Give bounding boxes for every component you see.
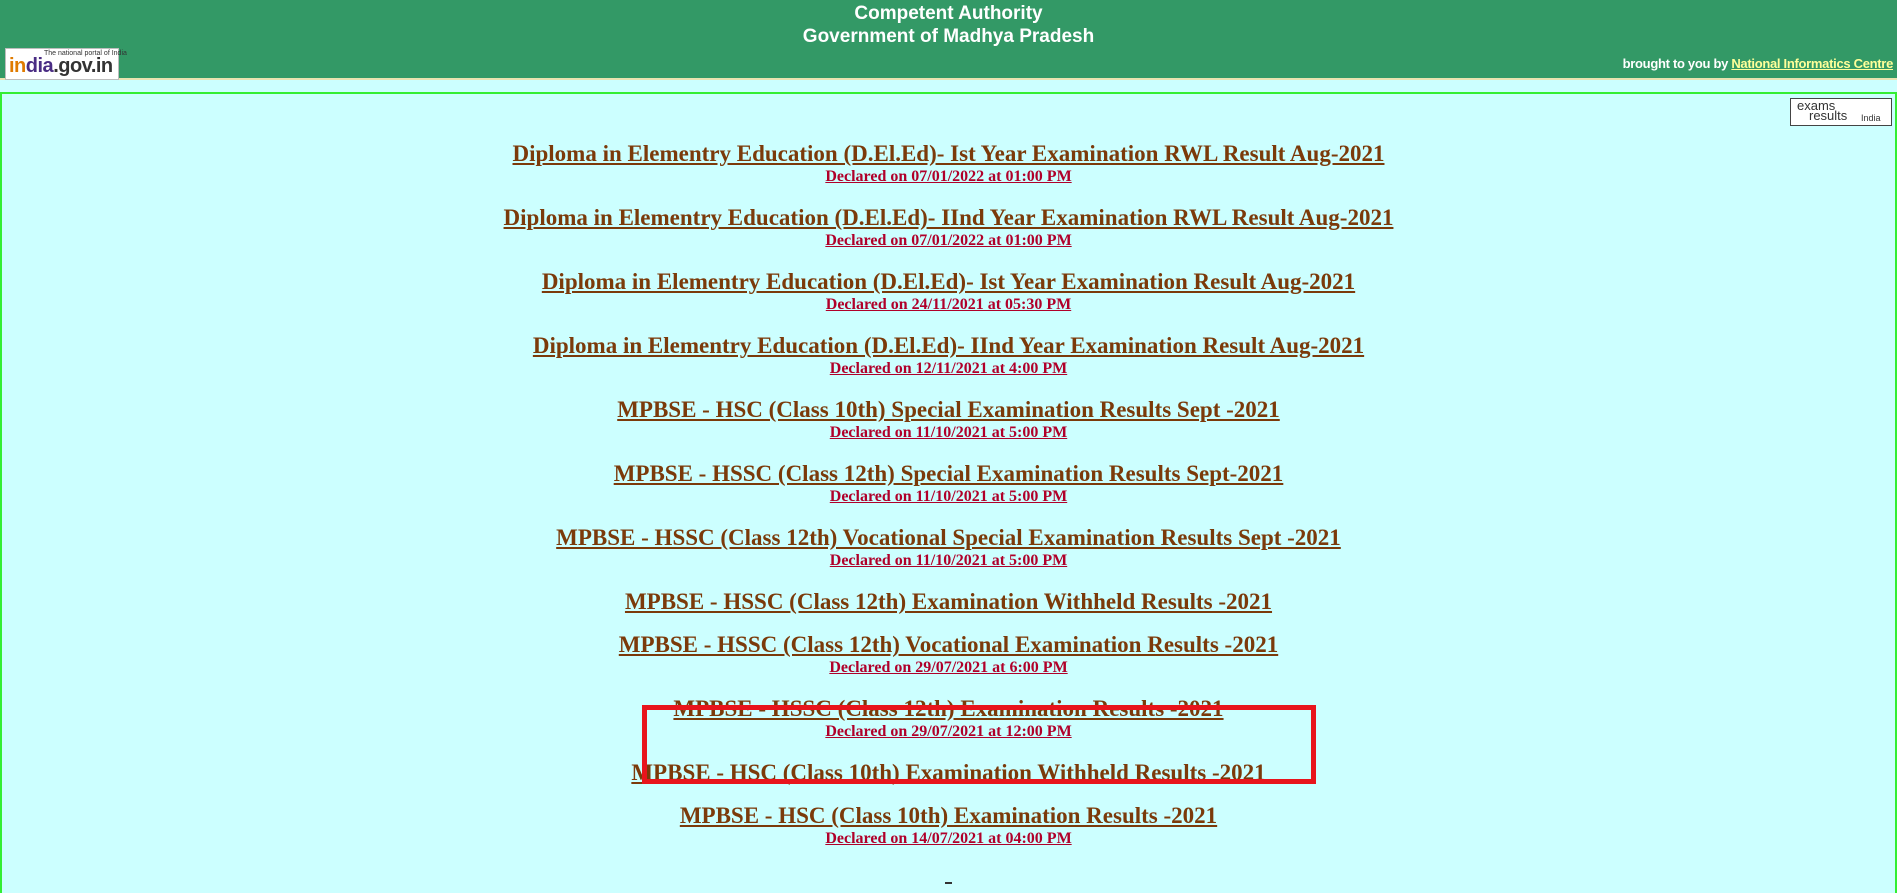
result-item (0, 205, 1897, 251)
result-link[interactable]: MPBSE - HSC (Class 10th) Examination Results -2021 (679, 803, 1218, 828)
badge-line2: results (1809, 108, 1848, 123)
page-header (0, 0, 1897, 80)
result-link[interactable]: MPBSE - HSSC (Class 12th) Special Examination Results Sept-2021 (613, 461, 1284, 486)
nic-link[interactable]: National Informatics Centre (1731, 56, 1893, 71)
result-declared-date[interactable]: Declared on 11/10/2021 at 5:00 PM (829, 488, 1068, 505)
result-item (0, 141, 1897, 187)
brought-prefix: brought to you by (1622, 56, 1729, 71)
result-declared-date[interactable]: Declared on 07/01/2022 at 01:00 PM (825, 232, 1072, 249)
badge-line3: India (1861, 113, 1881, 123)
result-link[interactable]: Diploma in Elementry Education (D.El.Ed)- Ist Year Examination Result Aug-2021 (541, 269, 1356, 294)
header-title (0, 2, 1897, 48)
logo-text: india.gov.in (9, 55, 113, 77)
result-item (0, 632, 1897, 678)
result-declared-date[interactable]: Declared on 14/07/2021 at 04:00 PM (825, 830, 1072, 847)
result-declared-date[interactable]: Declared on 29/07/2021 at 12:00 PM (825, 723, 1072, 740)
result-link[interactable]: Diploma in Elementry Education (D.El.Ed)- IInd Year Examination Result Aug-2021 (532, 333, 1365, 358)
result-item (0, 461, 1897, 507)
result-link[interactable]: Diploma in Elementry Education (D.El.Ed)- Ist Year Examination RWL Result Aug-2021 (512, 141, 1385, 166)
result-link[interactable]: MPBSE - HSC (Class 10th) Special Examination Results Sept -2021 (617, 397, 1280, 422)
highlight-box (642, 705, 1316, 784)
result-link[interactable]: MPBSE - HSC (Class 10th) Examination Withheld Results -2021 (631, 760, 1266, 785)
result-item-highlighted (0, 803, 1897, 849)
result-item (0, 589, 1897, 615)
result-declared-date[interactable]: Declared on 11/10/2021 at 5:00 PM (829, 552, 1068, 569)
logo-tagline: The national portal of India (44, 50, 127, 57)
divider-mark (945, 882, 952, 884)
result-item (0, 525, 1897, 571)
result-item (0, 397, 1897, 443)
result-item (0, 269, 1897, 315)
result-declared-date[interactable]: Declared on 07/01/2022 at 01:00 PM (825, 168, 1072, 185)
result-declared-date[interactable]: Declared on 12/11/2021 at 4:00 PM (829, 360, 1068, 377)
exams-results-india-logo[interactable] (1790, 98, 1892, 126)
header-title-line2: Government of Madhya Pradesh (802, 26, 1095, 47)
result-link[interactable]: MPBSE - HSSC (Class 12th) Vocational Special Examination Results Sept -2021 (556, 525, 1341, 550)
badge-line1: exams (1797, 98, 1836, 113)
result-link[interactable]: MPBSE - HSSC (Class 12th) Examination Withheld Results -2021 (624, 589, 1273, 614)
result-declared-date[interactable]: Declared on 11/10/2021 at 5:00 PM (829, 424, 1068, 441)
brought-by (1623, 56, 1893, 71)
header-title-line1: Competent Authority (854, 3, 1043, 24)
india-gov-logo[interactable] (5, 48, 127, 80)
result-link[interactable]: MPBSE - HSSC (Class 12th) Examination Results -2021 (673, 696, 1224, 721)
result-link[interactable]: Diploma in Elementry Education (D.El.Ed)- IInd Year Examination RWL Result Aug-2021 (503, 205, 1394, 230)
result-link[interactable]: MPBSE - HSSC (Class 12th) Vocational Examination Results -2021 (618, 632, 1279, 657)
result-declared-date[interactable]: Declared on 29/07/2021 at 6:00 PM (829, 659, 1068, 676)
result-declared-date[interactable]: Declared on 24/11/2021 at 05:30 PM (825, 296, 1072, 313)
result-item (0, 333, 1897, 379)
